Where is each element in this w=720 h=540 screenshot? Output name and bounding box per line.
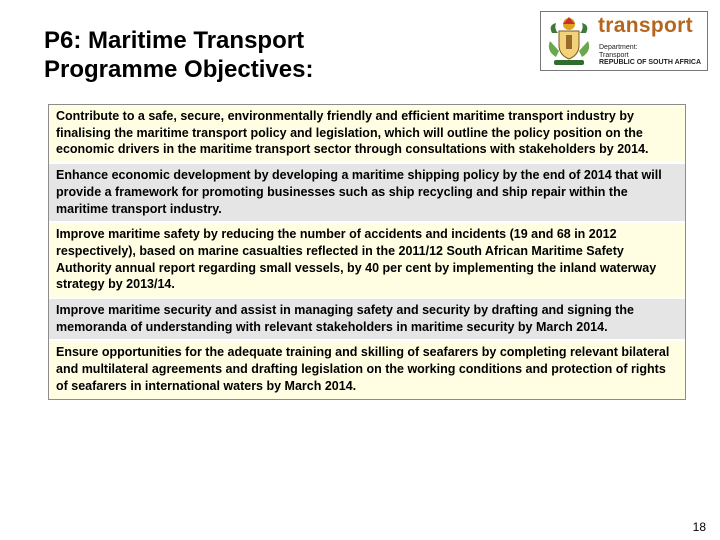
logo-line-1: Department: <box>599 44 638 51</box>
page-number: 18 <box>692 520 706 534</box>
objectives-table <box>48 104 686 400</box>
slide-title <box>44 26 504 84</box>
logo-brand: transport <box>598 14 693 37</box>
slide-title-line-2: Programme Objectives: <box>44 56 314 83</box>
slide-title-line-1: P6: Maritime Transport <box>44 27 305 54</box>
objective-row: Improve maritime safety by reducing the number of accidents and incidents (19 and 68 in 2012 respectively), based on marine casualties reflected in the 2011/12 South African Maritime Safety Authority annual report regarding small vessels, by 40 per cent by implementing the inland waterway strategy by 2013/14. <box>49 223 685 299</box>
objective-row: Contribute to a safe, secure, environmentally friendly and efficient maritime transport industry by finalising the maritime transport policy and legislation, which will outline the policy position on the economic drivers in the maritime transport sector through consultations with stakeholders by 2014. <box>49 105 685 164</box>
department-logo <box>540 11 708 71</box>
logo-line-2: Transport <box>599 51 629 59</box>
objective-row: Improve maritime security and assist in managing safety and security by drafting and signing the memoranda of understanding with relevant stakeholders in maritime security by March 2014. <box>49 299 685 341</box>
logo-subtitle <box>599 44 701 67</box>
objective-row: Enhance economic development by developing a maritime shipping policy by the end of 2014 that will provide a framework for promoting businesses such as ship recycling and ship repair within the maritime transport industry. <box>49 164 685 223</box>
coat-of-arms-icon <box>544 15 594 67</box>
logo-line-3: REPUBLIC OF SOUTH AFRICA <box>599 59 702 66</box>
objective-row: Ensure opportunities for the adequate training and skilling of seafarers by completing relevant bilateral and multilateral agreements and drafting legislation on the working conditions and protection of rights of seafarers in international waters by March 2014. <box>49 341 685 398</box>
